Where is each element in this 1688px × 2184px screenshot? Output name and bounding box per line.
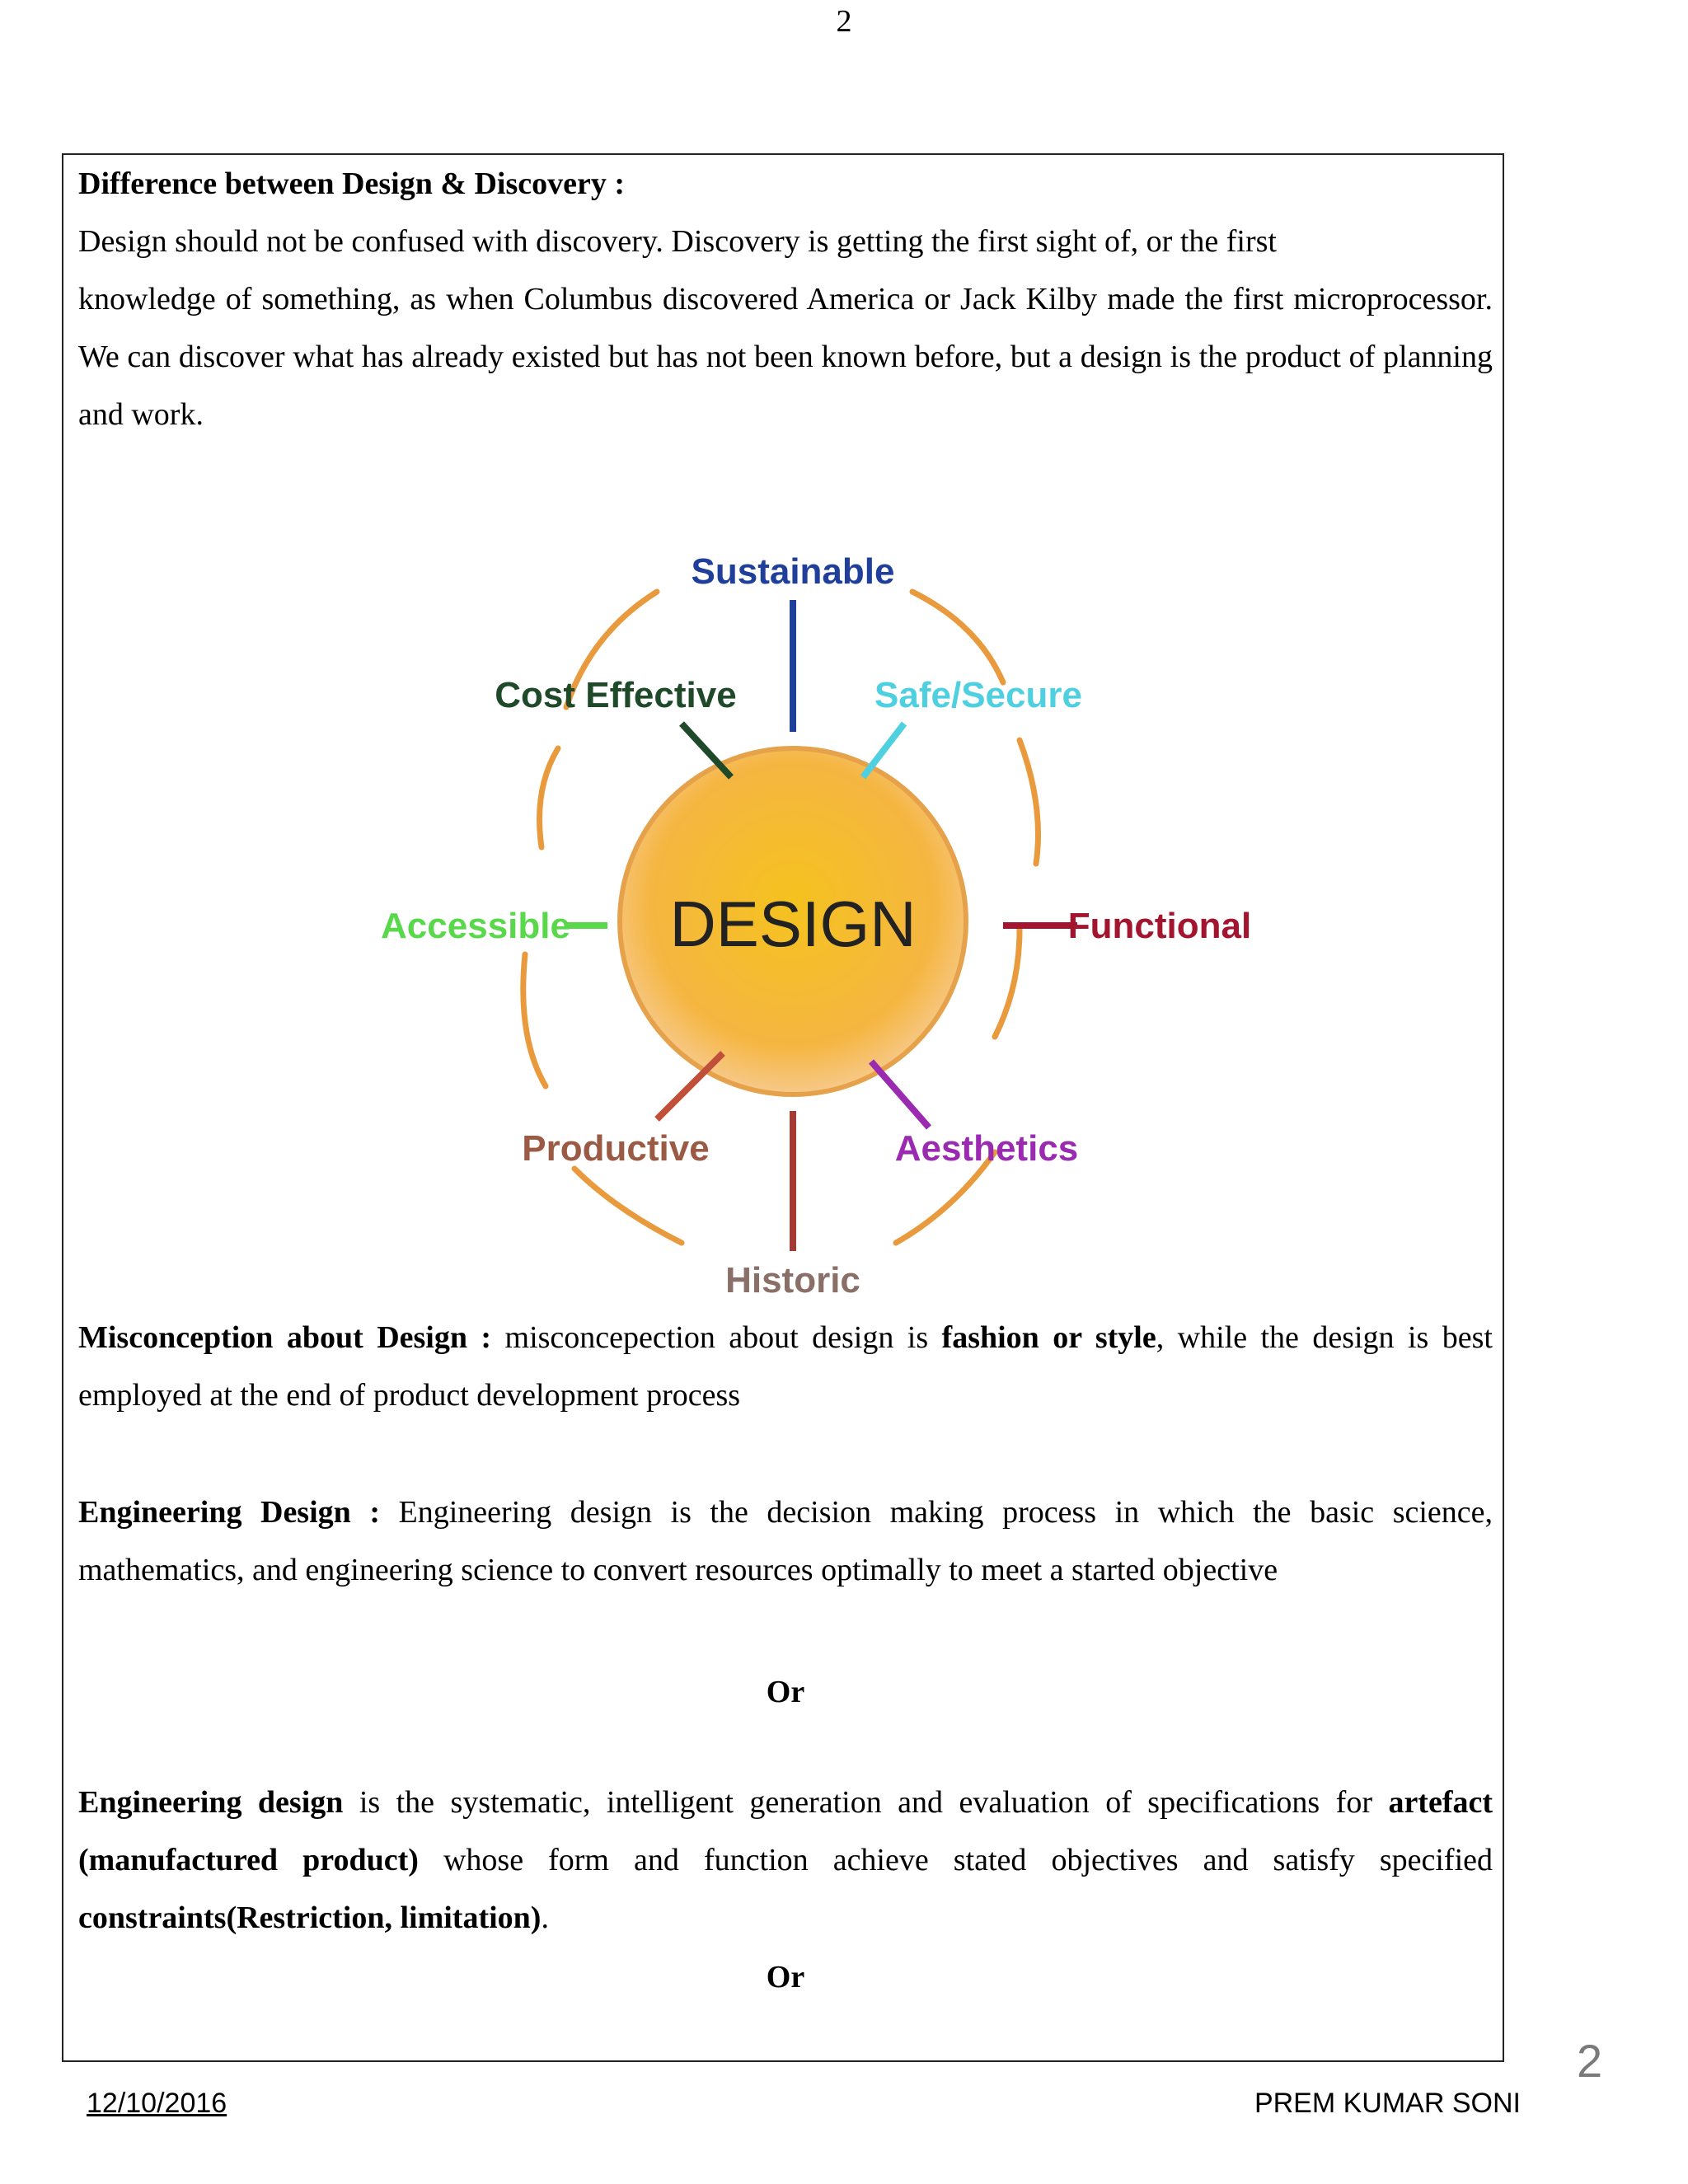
- label-safe-secure: Safe/Secure: [874, 675, 1082, 715]
- aesthetics-arrow: [871, 1062, 929, 1127]
- section-design-vs-discovery: [78, 155, 1493, 443]
- or-separator-2: Or: [766, 1960, 805, 1994]
- design-diagram: [368, 542, 1259, 1301]
- misconception-heading: Misconception about Design :: [78, 1320, 492, 1355]
- section-engineering-design: [78, 1483, 1493, 1599]
- def-text-2: whose form and function achieve stated objectives and satisfy specified: [418, 1843, 1493, 1877]
- def-bold-1: Engineering design: [78, 1785, 344, 1820]
- section-misconception: [78, 1309, 1493, 1424]
- misconception-bold: fashion or style: [941, 1320, 1156, 1355]
- or-separator-1: Or: [766, 1675, 805, 1709]
- def-bold-3: constraints(Restriction, limitation): [78, 1900, 542, 1935]
- label-sustainable: Sustainable: [691, 551, 895, 592]
- def-bold-2: artefact (manufactured product): [78, 1785, 1493, 1877]
- label-productive: Productive: [522, 1128, 710, 1169]
- design-center-label: DESIGN: [669, 888, 917, 960]
- def-text-3: .: [541, 1900, 549, 1935]
- label-functional: Functional: [1067, 906, 1252, 946]
- label-historic: Historic: [725, 1260, 860, 1301]
- section-heading: Difference between Design & Discovery :: [78, 166, 626, 201]
- paragraph-line: Design should not be confused with discovery. Discovery is getting the first sight of, or the first: [78, 224, 1277, 259]
- footer-author: PREM KUMAR SONI: [1254, 2088, 1521, 2119]
- safe-secure-arrow: [863, 724, 904, 777]
- engineering-design-heading: Engineering Design :: [78, 1495, 380, 1530]
- label-accessible: Accessible: [381, 906, 570, 946]
- section-engineering-definition: [78, 1774, 1493, 1947]
- engineering-design-text: Engineering design is the decision making process in which the basic science, mathematics, and engineering science to convert resources optimally to meet a started objective: [78, 1495, 1493, 1587]
- content-frame: [62, 153, 1504, 2062]
- label-aesthetics: Aesthetics: [894, 1128, 1079, 1169]
- page-number-corner: 2: [1577, 2035, 1603, 2087]
- page-number-top: 2: [836, 4, 852, 39]
- paragraph-body: knowledge of something, as when Columbus discovered America or Jack Kilby made the first microprocessor. We can discover what has already existed but has not been known before, but a design is the product of planning and work.: [78, 282, 1493, 432]
- misconception-text-b: , while the design is best employed at the end of product development process: [78, 1320, 1493, 1413]
- def-text-1: is the systematic, intelligent generation and evaluation of specifications for: [343, 1785, 1389, 1820]
- misconception-text-a: misconcepection about design is: [491, 1320, 942, 1355]
- label-cost-effective: Cost Effective: [495, 675, 737, 715]
- footer-date: 12/10/2016: [87, 2088, 227, 2119]
